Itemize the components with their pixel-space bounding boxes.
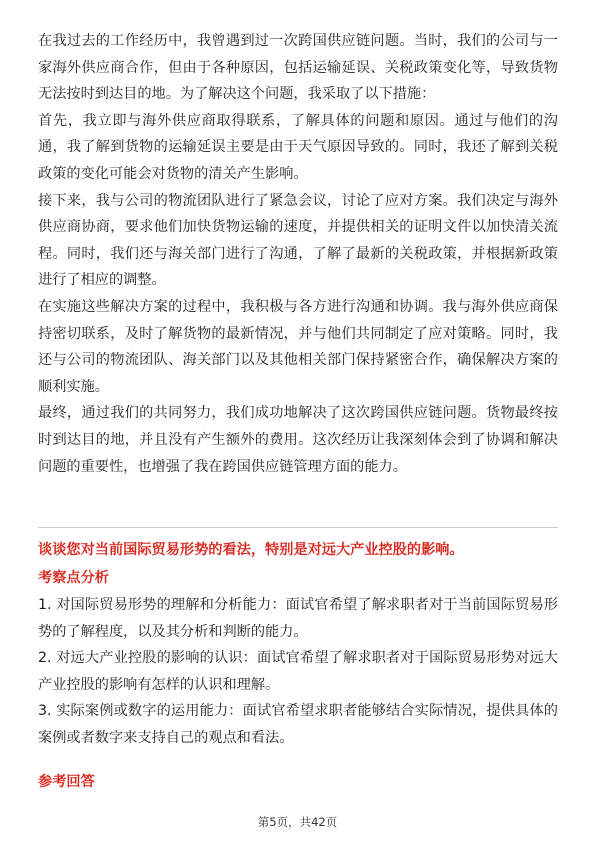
reference-answer-heading: 参考回答 (38, 774, 95, 790)
analysis-heading: 考察点分析 (38, 570, 109, 586)
body-paragraph: 最终，通过我们的共同努力，我们成功地解决了这次跨国供应链问题。货物最终按时到达目的地，并且没有产生额外的费用。这次经历让我深刻体会到了协调和解决问题的重要性，也增强了我在跨国供应链管理方面的能力。 (38, 405, 558, 475)
section-divider (38, 527, 558, 528)
body-paragraph: 首先，我立即与海外供应商取得联系，了解具体的问题和原因。通过与他们的沟通，我了解到货物的运输延误主要是由于天气原因导致的。同时，我还了解到关税政策的变化可能会对货物的清关产生影响。 (38, 112, 558, 182)
body-paragraph: 在实施这些解决方案的过程中，我积极与各方进行沟通和协调。我与海外供应商保持密切联系，及时了解货物的最新情况，并与他们共同制定了应对策略。同时，我还与公司的物流团队、海关部门以及其他相关部门保持紧密合作，确保解决方案的顺利实施。 (38, 298, 558, 395)
page-footer: 第5页，共42页 (257, 815, 338, 829)
question-section (38, 538, 558, 752)
answer-body (38, 28, 558, 480)
question-title: 谈谈您对当前国际贸易形势的看法，特别是对远大产业控股的影响。 (38, 542, 464, 558)
analysis-item: 2. 对远大产业控股的影响的认识：面试官希望了解求职者对于国际贸易形势对远大产业控股的影响有怎样的认识和理解。 (38, 650, 558, 693)
analysis-item: 1. 对国际贸易形势的理解和分析能力：面试官希望了解求职者对于当前国际贸易形势的了解程度，以及其分析和判断的能力。 (38, 597, 558, 640)
body-paragraph: 在我过去的工作经历中，我曾遇到过一次跨国供应链问题。当时，我们的公司与一家海外供应商合作，但由于各种原因，包括运输延误、关税政策变化等，导致货物无法按时到达目的地。为了解决这个问题，我采取了以下措施： (38, 33, 558, 103)
body-paragraph: 接下来，我与公司的物流团队进行了紧急会议，讨论了应对方案。我们决定与海外供应商协商，要求他们加快货物运输的速度，并提供相关的证明文件以加快清关流程。同时，我们还与海关部门进行了沟通，了解了最新的关税政策，并根据新政策进行了相应的调整。 (38, 192, 558, 289)
analysis-item: 3. 实际案例或数字的运用能力：面试官希望求职者能够结合实际情况，提供具体的案例或者数字来支持自己的观点和看法。 (38, 703, 558, 746)
